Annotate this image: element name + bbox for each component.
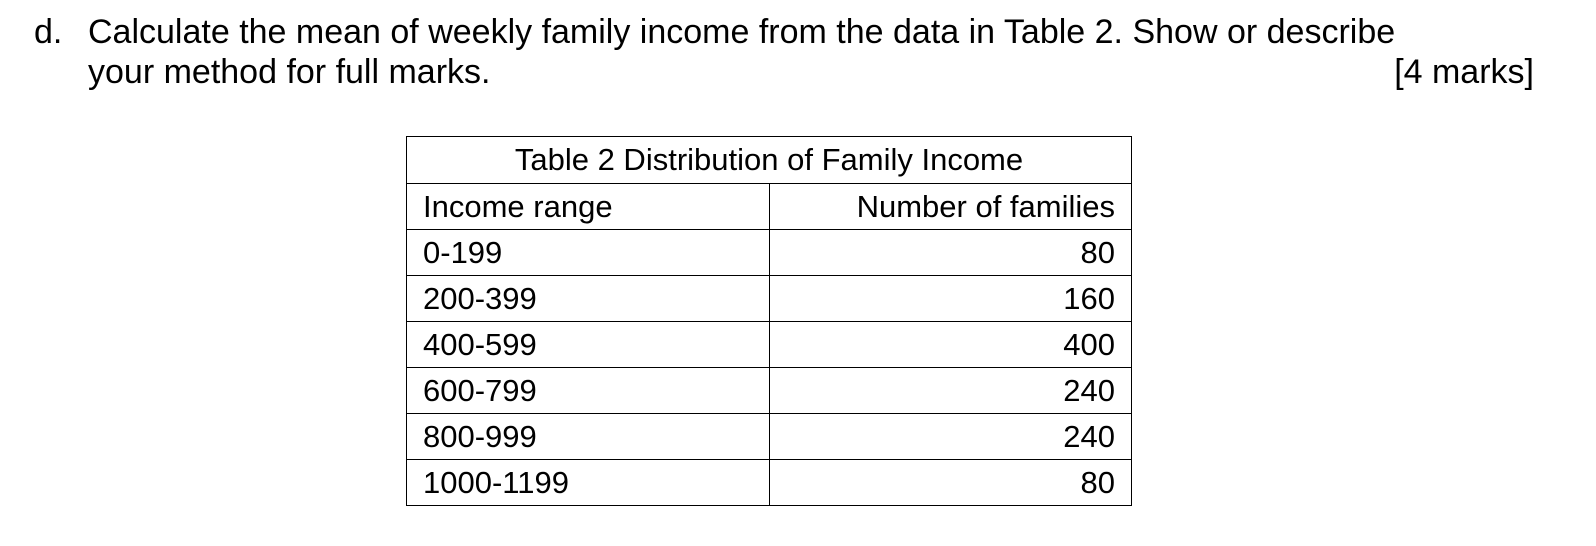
header-income-range: Income range bbox=[407, 184, 770, 230]
question-line-1 bbox=[34, 12, 1534, 52]
table-row bbox=[407, 276, 1132, 322]
family-count-cell: 80 bbox=[769, 230, 1132, 276]
income-range-cell: 0-199 bbox=[407, 230, 770, 276]
table-header-row bbox=[407, 184, 1132, 230]
family-count-cell: 80 bbox=[769, 460, 1132, 506]
question-line-2 bbox=[34, 52, 1534, 92]
table-row bbox=[407, 322, 1132, 368]
table-row bbox=[407, 414, 1132, 460]
table-row bbox=[407, 368, 1132, 414]
income-range-cell: 200-399 bbox=[407, 276, 770, 322]
question-letter: d. bbox=[34, 13, 63, 51]
table-row bbox=[407, 460, 1132, 506]
income-range-cell: 800-999 bbox=[407, 414, 770, 460]
family-count-cell: 160 bbox=[769, 276, 1132, 322]
family-count-cell: 400 bbox=[769, 322, 1132, 368]
question-block bbox=[34, 12, 1534, 92]
income-range-cell: 400-599 bbox=[407, 322, 770, 368]
question-text-line-2: your method for full marks. bbox=[88, 53, 491, 91]
income-range-cell: 600-799 bbox=[407, 368, 770, 414]
family-count-cell: 240 bbox=[769, 368, 1132, 414]
table-caption: Table 2 Distribution of Family Income bbox=[407, 137, 1132, 184]
income-range-cell: 1000-1199 bbox=[407, 460, 770, 506]
header-number-of-families: Number of families bbox=[769, 184, 1132, 230]
income-distribution-table bbox=[406, 136, 1132, 506]
table-row bbox=[407, 230, 1132, 276]
question-marks: [4 marks] bbox=[1394, 53, 1534, 91]
family-count-cell: 240 bbox=[769, 414, 1132, 460]
question-text-line-1: Calculate the mean of weekly family income from the data in Table 2. Show or describe bbox=[88, 13, 1396, 51]
table-caption-row bbox=[407, 137, 1132, 184]
